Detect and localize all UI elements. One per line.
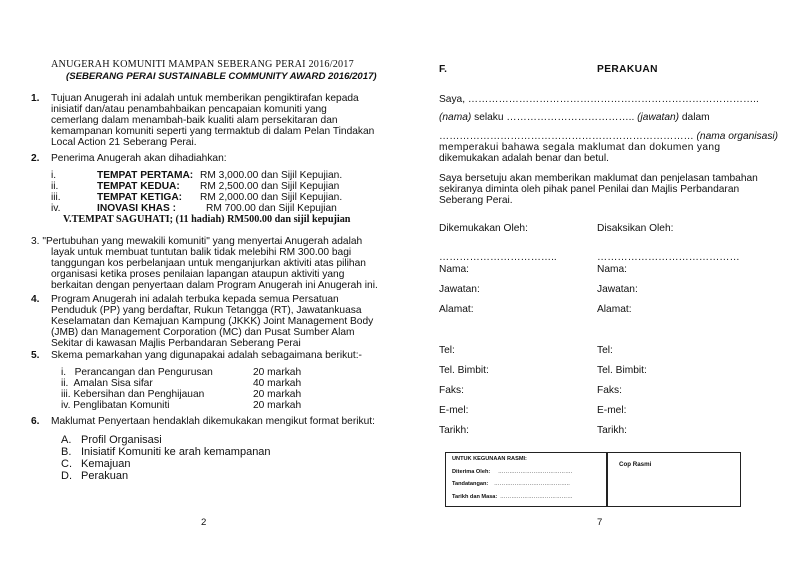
section-3-line: 3. "Pertubuhan yang mewakili komuniti" yang menyertai Anugerah adalah <box>31 236 363 247</box>
prize-value: RM 700.00 dan Sijil Kepujian <box>206 203 337 214</box>
section-1-line: kemampanan komuniti seperti yang termaktub di dalam Pelan Tindakan <box>51 126 375 137</box>
prize-name: INOVASI KHAS : <box>97 203 177 214</box>
section-1-line: Local Action 21 Seberang Perai. <box>51 137 197 148</box>
date-label-right: Tarikh: <box>597 425 628 436</box>
section-4-line: (JMB) dan Management Corporation (MC) dan Pusat Sumber Alam <box>51 327 355 338</box>
organisation-dots: ………………………………………………………………… <box>439 131 697 142</box>
name-label-left: Nama: <box>439 264 470 275</box>
certify-line: dikemukakan adalah benar dan betul. <box>439 153 609 164</box>
page-subtitle: (SEBERANG PERAI SUSTAINABLE COMMUNITY AWARD 2016/2017) <box>66 71 377 82</box>
section-letter: F. <box>439 64 447 75</box>
section-5-text: Skema pemarkahan yang digunapakai adalah sebagaimana berikut:- <box>51 350 362 361</box>
received-by-label: Diterima Oleh: <box>452 469 491 475</box>
position-label-left: Jawatan: <box>439 284 480 295</box>
section-1-line: cemerlang dalam menambah-baik kualiti alam persekitaran dan <box>51 115 338 126</box>
signature-label: Tandatangan: <box>452 481 489 487</box>
section-4-line: Keselamatan dan Kemajuan Kampung (JKKK) Joint Management Body <box>51 316 374 327</box>
email-label-left: E-mel: <box>439 405 469 416</box>
nama-label: (nama) <box>439 112 472 123</box>
section-2-text: Penerima Anugerah akan dihadiahkan: <box>51 153 227 164</box>
witnessed-by-label: Disaksikan Oleh: <box>597 223 674 234</box>
saya-line: Saya, ………………………………………………………………………….. <box>439 94 759 105</box>
address-label-left: Alamat: <box>439 304 474 315</box>
prize-name: TEMPAT KEDUA: <box>97 181 180 192</box>
prize-number: i. <box>51 170 57 181</box>
agree-line: Saya bersetuju akan memberikan maklumat dan penjelasan tambahan <box>439 173 758 184</box>
prize-name: TEMPAT KETIGA: <box>97 192 183 203</box>
prize-number: iv. <box>51 203 61 214</box>
section-5-number: 5. <box>31 350 40 361</box>
score-marks: 20 markah <box>253 367 302 378</box>
format-item: Perakuan <box>81 470 129 482</box>
format-item: Profil Organisasi <box>81 434 162 446</box>
section-1-number: 1. <box>31 93 40 104</box>
dalam-text: dalam <box>679 112 710 123</box>
score-label: iv. Penglibatan Komuniti <box>61 400 170 411</box>
date-label-left: Tarikh: <box>439 425 470 436</box>
prize-value: RM 3,000.00 dan Sijil Kepujian. <box>200 170 343 181</box>
score-label: ii. Amalan Sisa sifar <box>61 378 153 389</box>
section-3-line: layak untuk membuat tuntutan balik tidak melebihi RM 300.00 bagi <box>51 247 352 258</box>
format-letter: B. <box>61 446 72 458</box>
prize-value: RM 2,500.00 dan Sijil Kepujian <box>200 181 340 192</box>
page-number-left: 2 <box>201 517 207 528</box>
section-title: PERAKUAN <box>597 64 658 75</box>
email-label-right: E-mel: <box>597 405 627 416</box>
score-label: i. Perancangan dan Pengurusan <box>61 367 213 378</box>
section-3-line: organisasi ketika proses penilaian lapangan ataupun aktiviti yang <box>51 269 345 280</box>
name-label-right: Nama: <box>597 264 628 275</box>
certify-line: memperakui bahawa segala maklumat dan dokumen yang <box>439 142 721 153</box>
format-letter: C. <box>61 458 72 470</box>
address-label-right: Alamat: <box>597 304 632 315</box>
submitted-by-label: Dikemukakan Oleh: <box>439 223 528 234</box>
datetime-dots: ………………………………… <box>500 494 573 500</box>
section-4-number: 4. <box>31 294 40 305</box>
page-number-right: 7 <box>597 517 603 528</box>
prize-number: iii. <box>51 192 61 203</box>
mobile-label-right: Tel. Bimbit: <box>597 365 647 376</box>
position-label-right: Jawatan: <box>597 284 638 295</box>
mobile-label-left: Tel. Bimbit: <box>439 365 489 376</box>
score-marks: 20 markah <box>253 389 302 400</box>
section-4-line: Sekitar di kawasan Majlis Perbandaran Seberang Perai <box>51 338 301 349</box>
format-item: Inisiatif Komuniti ke arah kemampanan <box>81 446 271 458</box>
page-title: ANUGERAH KOMUNITI MAMPAN SEBERANG PERAI 2016/2017 <box>51 59 354 70</box>
signature-dots-right: …………………………………… <box>597 252 740 263</box>
datetime-label: Tarikh dan Masa: <box>452 494 498 500</box>
fax-label-left: Faks: <box>439 385 464 396</box>
format-item: Kemajuan <box>81 458 131 470</box>
prize-value: RM 2,000.00 dan Sijil Kepujian. <box>200 192 343 203</box>
section-6-text: Maklumat Penyertaan hendaklah dikemukakan mengikut format berikut: <box>51 416 375 427</box>
score-marks: 20 markah <box>253 400 302 411</box>
agree-line: Seberang Perai. <box>439 195 513 206</box>
agree-line: sekiranya diminta oleh pihak panel Penilai dan Majlis Perbandaran <box>439 184 740 195</box>
score-marks: 40 markah <box>253 378 302 389</box>
section-2-number: 2. <box>31 153 40 164</box>
jawatan-label: (jawatan) <box>637 112 680 123</box>
signature-dots: ………………………………….. <box>494 481 570 487</box>
format-letter: A. <box>61 434 72 446</box>
section-1-line: Tujuan Anugerah ini adalah untuk memberikan pengiktirafan kepada <box>51 93 359 104</box>
score-label: iii. Kebersihan dan Penghijauan <box>61 389 205 400</box>
tel-label-left: Tel: <box>439 345 455 356</box>
section-4-line: Penduduk (PP) yang berdaftar, Rukun Tetangga (RT), Jawatankuasa <box>51 305 362 316</box>
tel-label-right: Tel: <box>597 345 613 356</box>
received-by-dots: …………………………………. <box>498 469 573 475</box>
prize-number: ii. <box>51 181 59 192</box>
section-6-number: 6. <box>31 416 40 427</box>
fax-label-right: Faks: <box>597 385 622 396</box>
selaku-text: selaku ……………………………….. <box>471 112 638 123</box>
format-letter: D. <box>61 470 72 482</box>
role-line <box>439 112 710 124</box>
section-3-line: berkaitan dengan penyertaan dalam Program Anugerah ini Anugerah ini. <box>51 280 378 291</box>
official-stamp-label: Cop Rasmi <box>619 461 652 468</box>
section-1-line: inisiatif dan/atau penambahbaikan pencapaian komuniti yang <box>51 104 327 115</box>
section-4-line: Program Anugerah ini adalah terbuka kepada semua Persatuan <box>51 294 339 305</box>
prize-name: TEMPAT PERTAMA: <box>97 170 194 181</box>
prize-consolation: V.TEMPAT SAGUHATI; (11 hadiah) RM500.00 dan sijil kepujian <box>63 214 351 225</box>
official-use-heading: UNTUK KEGUNAAN RASMI: <box>452 456 527 462</box>
section-3-line: tanggungan kos perbelanjaan untuk menganjurkan aktiviti atas pilihan <box>51 258 366 269</box>
organisation-label: (nama organisasi) <box>696 131 779 142</box>
signature-dots-left: …………………………….. <box>439 252 557 263</box>
